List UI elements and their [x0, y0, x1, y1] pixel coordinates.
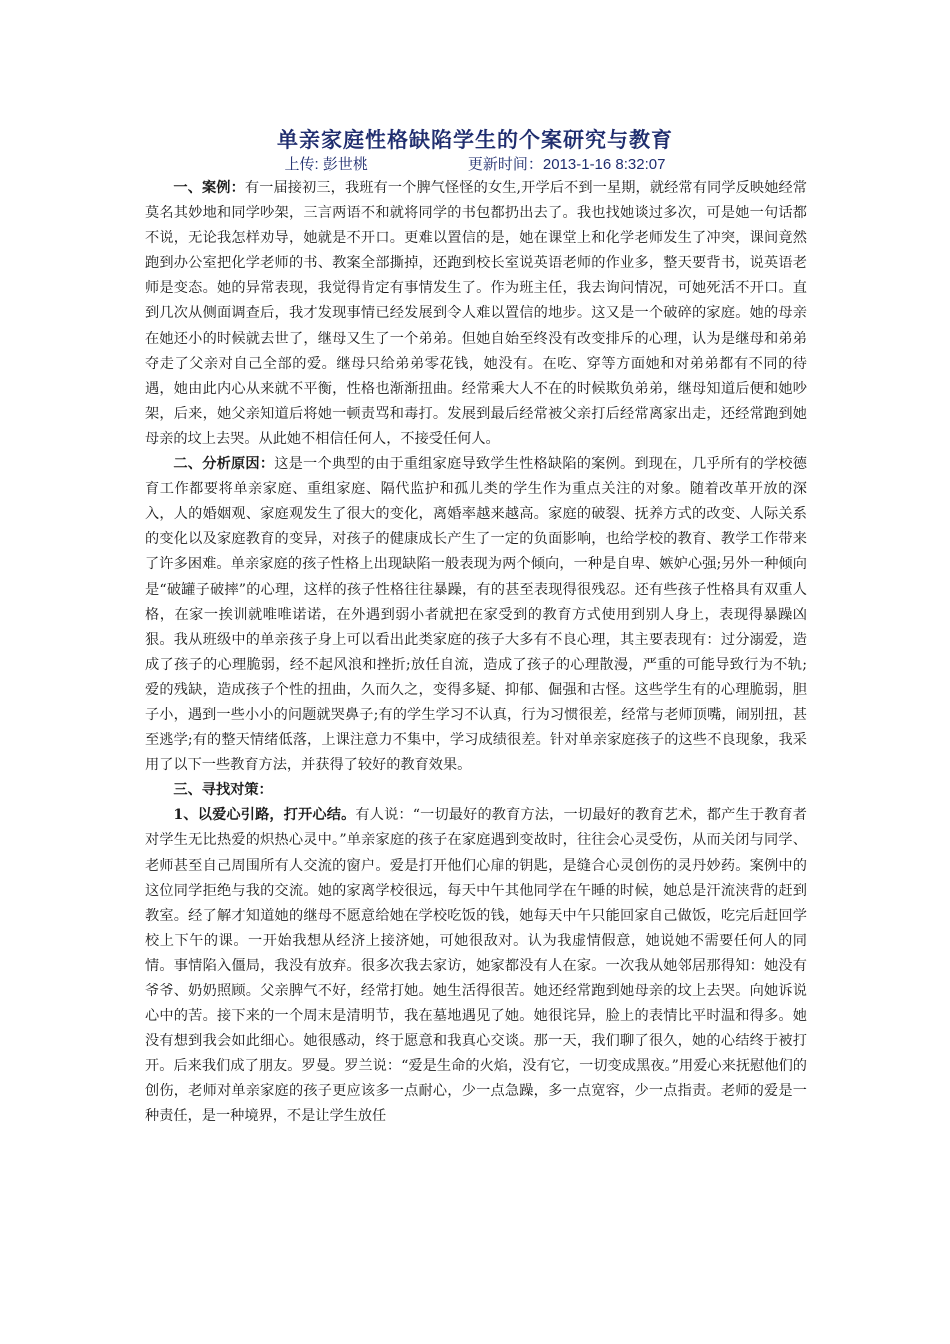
section-text: 这是一个典型的由于重组家庭导致学生性格缺陷的案例。到现在，几乎所有的学校德育工作都要将单亲家庭、重组家庭、隔代监护和孤儿类的学生作为重点关注的对象。随着改革开放的深入，人的婚姻观、家庭观发生了很大的变化，离婚率越来越高。家庭的破裂、抚养方式的改变、人际关系的变化以及家庭教育的变异，对孩子的健康成长产生了一定的负面影响，也给学校的教育、教学工作带来了许多困难。单亲家庭的孩子性格上出现缺陷一般表现为两个倾向，一种是自卑、嫉妒心强;另外一种倾向是“破罐子破摔”的心理，这样的孩子性格往往暴躁，有的甚至表现得很残忍。还有些孩子性格具有双重人格，在家一挨训就唯唯诺诺，在外遇到弱小者就把在家受到的教育方式使用到别人身上，表现得暴躁凶狠。我从班级中的单亲孩子身上可以看出此类家庭的孩子大多有不良心理，其主要表现有：过分溺爱，造成了孩子的心理脆弱，经不起风浪和挫折;放任自流，造成了孩子的心理散漫，严重的可能导致行为不轨;爱的残缺，造成孩子个性的扭曲，久而久之，变得多疑、抑郁、倔强和古怪。这些学生有的心理脆弱，胆子小，遇到一些小小的问题就哭鼻子;有的学生学习不认真，行为习惯很差，经常与老师顶嘴，闹别扭，甚至逃学;有的整天情绪低落，上课注意力不集中，学习成绩很差。针对单亲家庭孩子的这些不良现象，我采用了以下一些教育方法，并获得了较好的教育效果。 [145, 456, 807, 774]
section-case [145, 176, 807, 452]
section-text: 有一届接初三，我班有一个脾气怪怪的女生,开学后不到一星期，就经常有同学反映她经常莫名其妙地和同学吵架，三言两语不和就将同学的书包都扔出去了。我也找她谈过多次，可是她一句话都不说，无论我怎样劝导，她就是不开口。更难以置信的是，她在课堂上和化学老师发生了冲突，课间竟然跑到办公室把化学老师的书、教案全部撕掉，还跑到校长室说英语老师的作业多，整天要背书，说英语老师是变态。她的异常表现，我觉得肯定有事情发生了。作为班主任，我去询问情况，可她死活不开口。直到几次从侧面调查后，我才发现事情已经发展到令人难以置信的地步。这又是一个破碎的家庭。她的母亲在她还小的时候就去世了，继母又生了一个弟弟。但她自始至终没有改变排斥的心理，认为是继母和弟弟夺走了父亲对自己全部的爱。继母只给弟弟零花钱，她没有。在吃、穿等方面她和对弟弟都有不同的待遇，她由此内心从来就不平衡，性格也渐渐扭曲。经常乘大人不在的时候欺负弟弟，继母知道后便和她吵架，后来，她父亲知道后将她一顿责骂和毒打。发展到最后经常被父亲打后经常离家出走，还经常跑到她母亲的坟上去哭。从此她不相信任何人，不接受任何人。 [145, 180, 807, 447]
section-strategy [145, 778, 807, 803]
document-title: 单亲家庭性格缺陷学生的个案研究与教育 [277, 128, 673, 152]
section-analysis [145, 452, 807, 778]
section-strategy-1 [145, 803, 807, 1129]
section-text: 有人说：“一切最好的教育方法，一切最好的教育艺术，都产生于教育者对学生无比热爱的炽热心灵中。”单亲家庭的孩子在家庭遇到变故时，往往会心灵受伤，从而关闭与同学、老师甚至自己周围所有人交流的窗户。爱是打开他们心扉的钥匙，是缝合心灵创伤的灵丹妙药。案例中的这位同学拒绝与我的交流。她的家离学校很远，每天中午其他同学在午睡的时候，她总是汗流浃背的赶到教室。经了解才知道她的继母不愿意给她在学校吃饭的钱，她每天中午只能回家自己做饭，吃完后赶回学校上下午的课。一开始我想从经济上接济她，可她很敌对。认为我虚情假意，她说她不需要任何人的同情。事情陷入僵局，我没有放弃。很多次我去家访，她家都没有人在家。一次我从她邻居那得知：她没有爷爷、奶奶照顾。父亲脾气不好，经常打她。她生活得很苦。她还经常跑到她母亲的坟上去哭。向她诉说心中的苦。接下来的一个周末是清明节，我在墓地遇见了她。她很诧异，脸上的表情比平时温和得多。她没有想到我会如此细心。她很感动，终于愿意和我真心交谈。那一天，我们聊了很久，她的心结终于被打开。后来我们成了朋友。罗曼。罗兰说：“爱是生命的火焰，没有它，一切变成黑夜。”用爱心来抚慰他们的创伤，老师对单亲家庭的孩子更应该多一点耐心，少一点急躁，多一点宽容，少一点指责。老师的爱是一种责任，是一种境界，不是让学生放任 [145, 807, 807, 1125]
section-heading: 三、寻找对策： [173, 782, 273, 799]
section-heading: 一、案例： [173, 180, 245, 196]
section-heading: 1、以爱心引路，打开心结。 [173, 807, 356, 824]
uploader-label: 上传: 彭世桃 [284, 156, 368, 173]
section-heading: 二、分析原因： [173, 456, 275, 473]
document-meta [0, 153, 950, 174]
update-time-label: 更新时间：2013-1-16 8:32:07 [467, 156, 666, 173]
document-body [145, 176, 807, 1130]
